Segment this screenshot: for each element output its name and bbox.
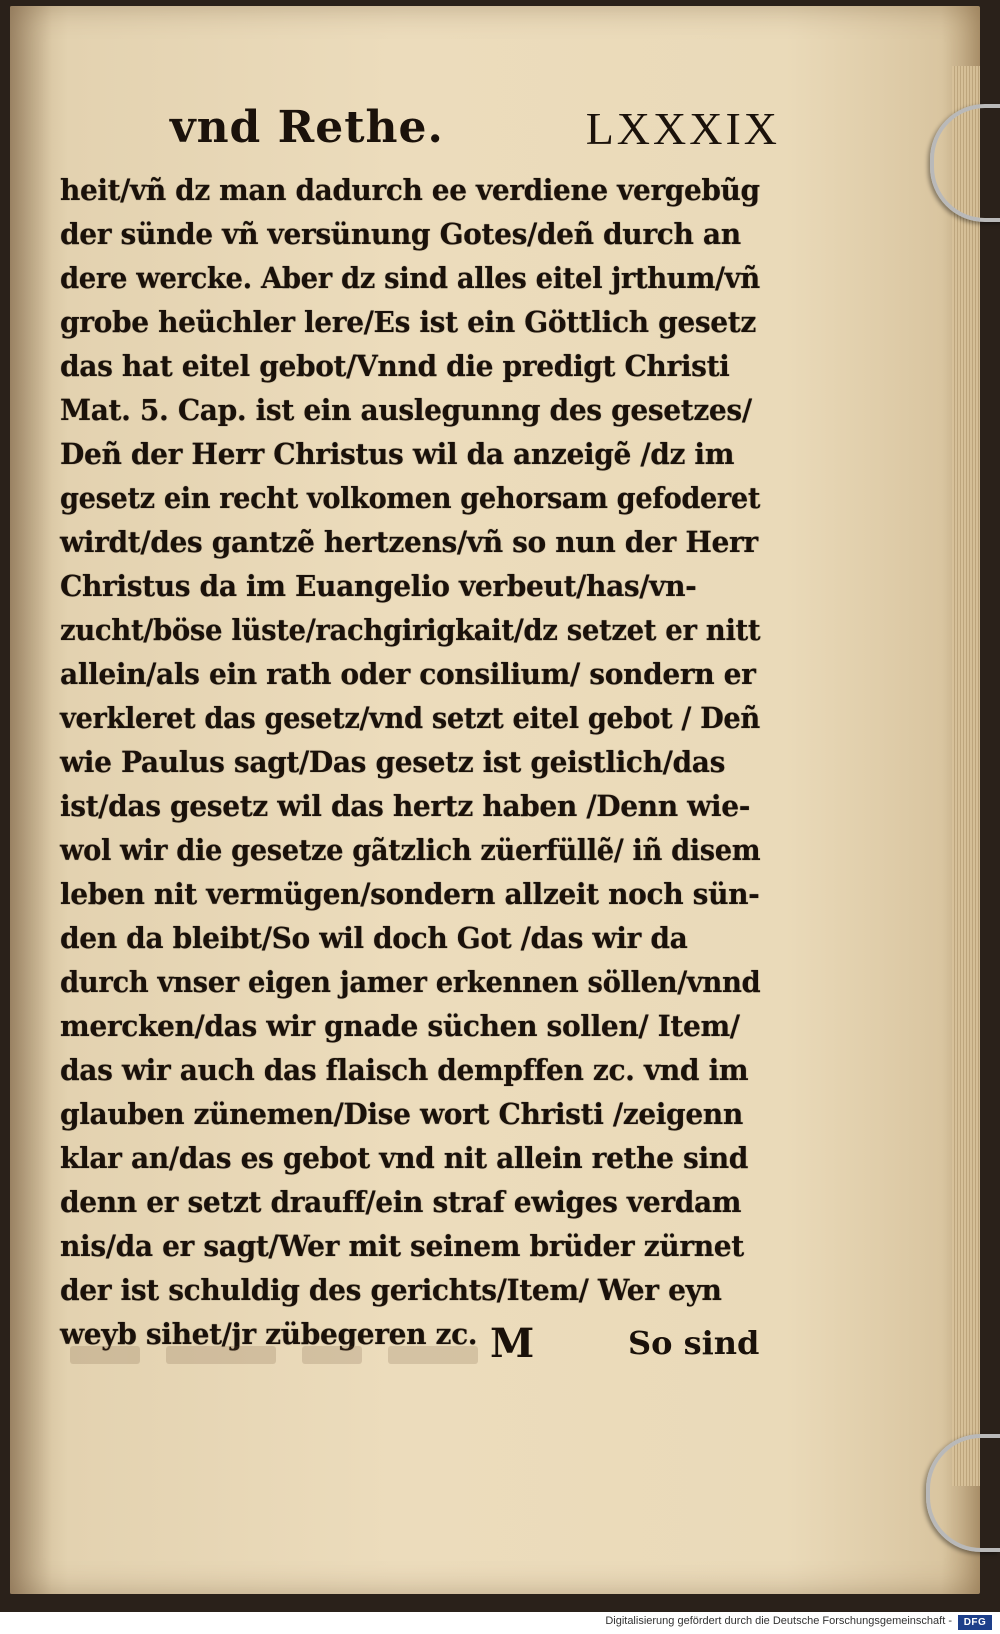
text-line: nis/da er sagt/Wer mit seinem brüder zürnet — [60, 1229, 744, 1263]
text-line: den da bleibt/So wil doch Got /das wir da — [60, 921, 688, 955]
text-line: der ist schuldig des gerichts/Item/ Wer eyn — [60, 1273, 722, 1307]
text-line: denn er setzt drauff/ein straf ewiges verdam — [60, 1185, 742, 1219]
running-title: vnd Rethe. — [170, 102, 444, 153]
show-through-print — [70, 1346, 630, 1386]
dfg-logo-icon: DFG — [958, 1615, 992, 1630]
folio-number: LXXXIX — [585, 103, 780, 154]
text-line: Christus da im Euangelio verbeut/has/vn- — [60, 569, 697, 603]
text-line: das hat eitel gebot/Vnnd die predigt Christi — [60, 349, 730, 383]
signature-mark: M — [490, 1320, 535, 1367]
catchword: So sind — [628, 1324, 760, 1362]
text-line: heit/vñ dz man dadurch ee verdiene vergebũg — [60, 173, 760, 207]
text-line: grobe heüchler lere/Es ist ein Göttlich gesetz — [60, 305, 756, 339]
footer-bar — [0, 1612, 1000, 1634]
text-line: Mat. 5. Cap. ist ein auslegunng des gesetzes/ — [60, 393, 752, 427]
text-line: gesetz ein recht volkomen gehorsam gefoderet — [60, 481, 761, 515]
funding-credit: Digitalisierung gefördert durch die Deutsche Forschungsgemeinschaft - — [605, 1615, 952, 1627]
running-head — [160, 102, 780, 166]
text-line: glauben zünemen/Dise wort Christi /zeigenn — [60, 1097, 743, 1131]
text-line: zucht/böse lüste/rachgirigkait/dz setzet er nitt — [60, 613, 761, 647]
text-line: Deñ der Herr Christus wil da anzeigẽ /dz im — [60, 437, 735, 471]
book-page — [10, 6, 980, 1594]
text-line: wol wir die gesetze gãtzlich züerfüllẽ/ iñ disem — [60, 833, 761, 867]
text-line: allein/als ein rath oder consilium/ sondern er — [60, 657, 756, 691]
text-line: wirdt/des gantzẽ hertzens/vñ so nun der Herr — [60, 525, 758, 559]
text-line: verkleret das gesetz/vnd setzt eitel gebot / Deñ — [60, 701, 760, 735]
text-line: das wir auch das flaisch dempffen zc. vnd im — [60, 1053, 749, 1087]
text-line: leben nit vermügen/sondern allzeit noch sün- — [60, 877, 760, 911]
text-line: weyb sihet/jr zübegeren zc. — [60, 1317, 478, 1351]
gutter-shadow — [10, 6, 52, 1594]
text-line: mercken/das wir gnade süchen sollen/ Item/ — [60, 1009, 740, 1043]
text-line: klar an/das es gebot vnd nit allein rethe sind — [60, 1141, 749, 1175]
page-fore-edge — [952, 66, 980, 1486]
text-line: wie Paulus sagt/Das gesetz ist geistlich/das — [60, 745, 726, 779]
text-line: durch vnser eigen jamer erkennen söllen/vnnd — [60, 965, 761, 999]
text-line: der sünde vñ versünung Gotes/deñ durch an — [60, 217, 741, 251]
text-block — [60, 168, 770, 1356]
text-line: ist/das gesetz wil das hertz haben /Denn wie- — [60, 789, 750, 823]
text-line: dere wercke. Aber dz sind alles eitel jrthum/vñ — [60, 261, 760, 295]
